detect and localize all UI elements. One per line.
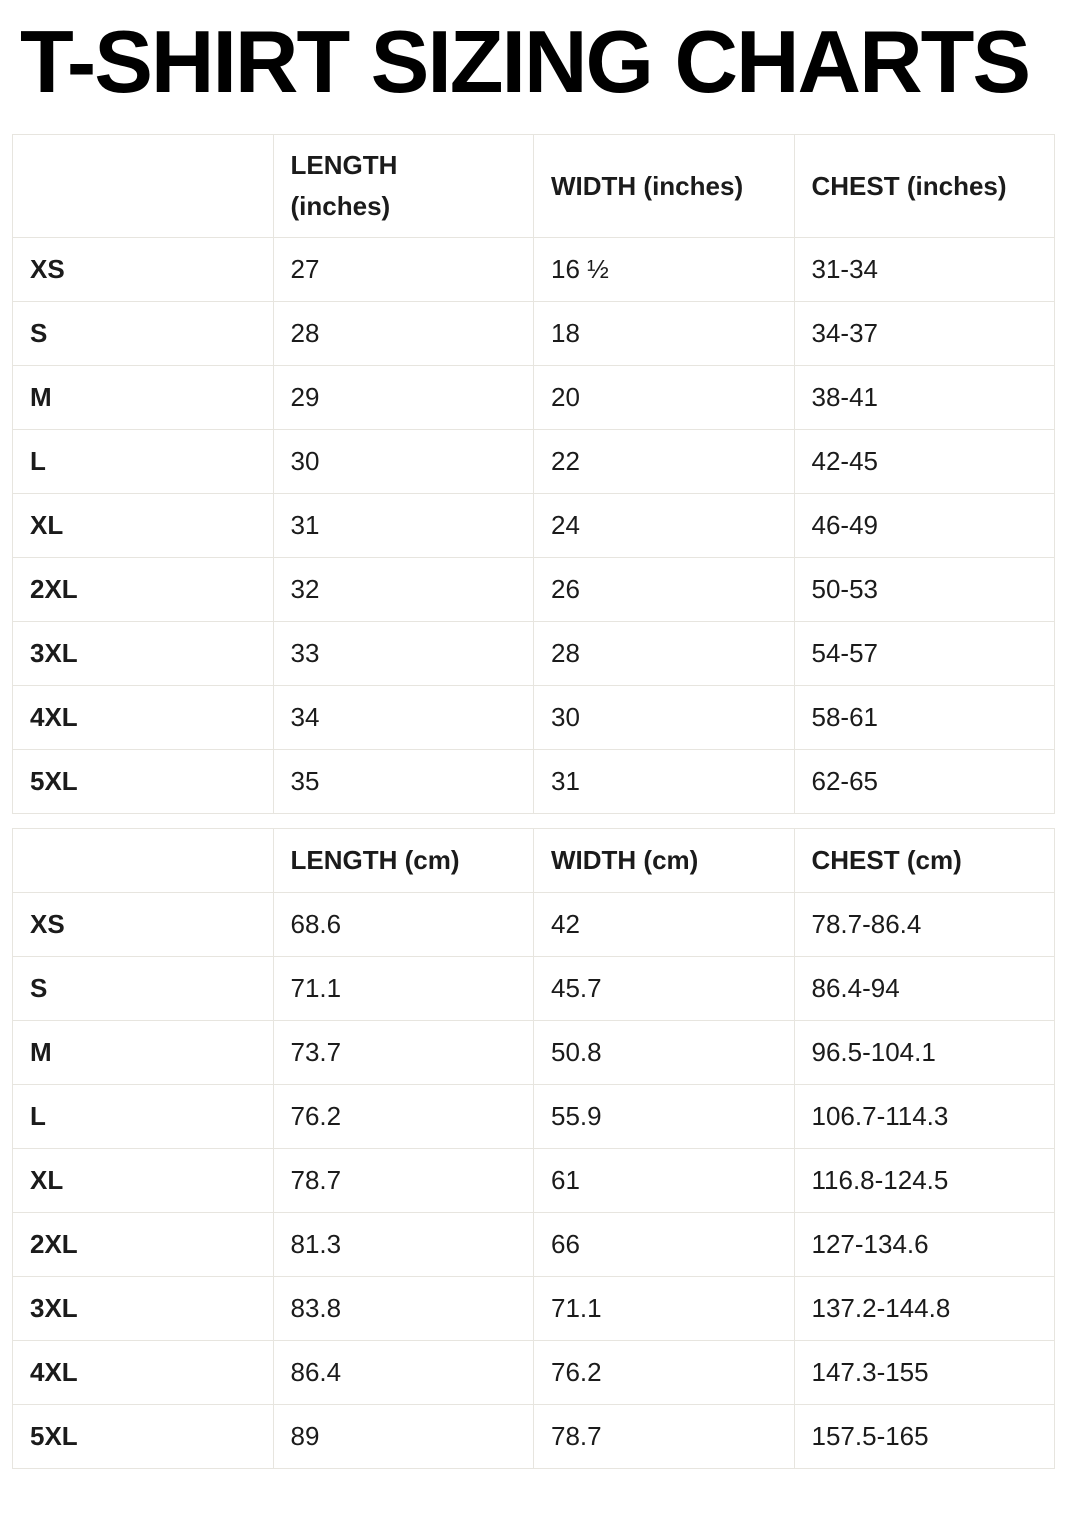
chest-value: 42-45 — [794, 430, 1055, 494]
table-row — [13, 1021, 1055, 1085]
table-row — [13, 1341, 1055, 1405]
length-value: 86.4 — [273, 1341, 534, 1405]
sizing-table-inches — [12, 134, 1055, 814]
page-title: T-SHIRT SIZING CHARTS — [20, 12, 1030, 111]
length-value: 89 — [273, 1405, 534, 1469]
table-row — [13, 1213, 1055, 1277]
length-value: 83.8 — [273, 1277, 534, 1341]
size-label: 3XL — [13, 622, 274, 686]
width-value: 30 — [534, 686, 795, 750]
length-value: 27 — [273, 238, 534, 302]
chest-value: 54-57 — [794, 622, 1055, 686]
table-row — [13, 430, 1055, 494]
width-value: 20 — [534, 366, 795, 430]
size-label: 5XL — [13, 1405, 274, 1469]
size-label: M — [13, 366, 274, 430]
size-label: 2XL — [13, 1213, 274, 1277]
sizing-table-cm — [12, 828, 1055, 1469]
width-value: 28 — [534, 622, 795, 686]
table-row — [13, 494, 1055, 558]
chest-value: 50-53 — [794, 558, 1055, 622]
width-value: 71.1 — [534, 1277, 795, 1341]
width-value: 50.8 — [534, 1021, 795, 1085]
header-row — [13, 829, 1055, 893]
chest-value: 34-37 — [794, 302, 1055, 366]
table-body-inches — [13, 238, 1055, 814]
table-row — [13, 238, 1055, 302]
column-header-length-inches — [273, 135, 534, 238]
width-value: 24 — [534, 494, 795, 558]
chest-value: 147.3-155 — [794, 1341, 1055, 1405]
column-header-length-cm: LENGTH (cm) — [273, 829, 534, 893]
table-row — [13, 957, 1055, 1021]
column-header-label: LENGTH (inches) — [290, 150, 398, 222]
table-row — [13, 1277, 1055, 1341]
table-row — [13, 622, 1055, 686]
chest-value: 62-65 — [794, 750, 1055, 814]
table-row — [13, 686, 1055, 750]
chest-value: 127-134.6 — [794, 1213, 1055, 1277]
header-row — [13, 135, 1055, 238]
width-value: 55.9 — [534, 1085, 795, 1149]
length-value: 32 — [273, 558, 534, 622]
size-label: 4XL — [13, 1341, 274, 1405]
width-value: 26 — [534, 558, 795, 622]
width-value: 22 — [534, 430, 795, 494]
length-value: 35 — [273, 750, 534, 814]
column-header-width-cm: WIDTH (cm) — [534, 829, 795, 893]
length-value: 81.3 — [273, 1213, 534, 1277]
chest-value: 116.8-124.5 — [794, 1149, 1055, 1213]
size-label: 2XL — [13, 558, 274, 622]
size-label: XL — [13, 494, 274, 558]
size-label: 5XL — [13, 750, 274, 814]
width-value: 18 — [534, 302, 795, 366]
length-value: 33 — [273, 622, 534, 686]
column-header-width-inches: WIDTH (inches) — [534, 135, 795, 238]
length-value: 30 — [273, 430, 534, 494]
table-row — [13, 750, 1055, 814]
width-value: 31 — [534, 750, 795, 814]
width-value: 66 — [534, 1213, 795, 1277]
size-label: XL — [13, 1149, 274, 1213]
size-label: S — [13, 957, 274, 1021]
size-label: L — [13, 430, 274, 494]
width-value: 76.2 — [534, 1341, 795, 1405]
chest-value: 31-34 — [794, 238, 1055, 302]
chest-value: 86.4-94 — [794, 957, 1055, 1021]
column-header-chest-cm: CHEST (cm) — [794, 829, 1055, 893]
width-value: 61 — [534, 1149, 795, 1213]
corner-cell — [13, 829, 274, 893]
size-label: XS — [13, 238, 274, 302]
length-value: 68.6 — [273, 893, 534, 957]
length-value: 28 — [273, 302, 534, 366]
corner-cell — [13, 135, 274, 238]
length-value: 31 — [273, 494, 534, 558]
chest-value: 157.5-165 — [794, 1405, 1055, 1469]
table-body-cm — [13, 893, 1055, 1469]
size-label: S — [13, 302, 274, 366]
length-value: 71.1 — [273, 957, 534, 1021]
column-header-chest-inches: CHEST (inches) — [794, 135, 1055, 238]
length-value: 29 — [273, 366, 534, 430]
table-row — [13, 558, 1055, 622]
width-value: 78.7 — [534, 1405, 795, 1469]
chest-value: 58-61 — [794, 686, 1055, 750]
table-row — [13, 366, 1055, 430]
length-value: 73.7 — [273, 1021, 534, 1085]
table-row — [13, 1405, 1055, 1469]
size-label: L — [13, 1085, 274, 1149]
table-row — [13, 1149, 1055, 1213]
width-value: 16 ½ — [534, 238, 795, 302]
chest-value: 96.5-104.1 — [794, 1021, 1055, 1085]
chest-value: 78.7-86.4 — [794, 893, 1055, 957]
chest-value: 137.2-144.8 — [794, 1277, 1055, 1341]
length-value: 34 — [273, 686, 534, 750]
table-row — [13, 893, 1055, 957]
width-value: 45.7 — [534, 957, 795, 1021]
size-label: XS — [13, 893, 274, 957]
chest-value: 46-49 — [794, 494, 1055, 558]
chest-value: 106.7-114.3 — [794, 1085, 1055, 1149]
table-row — [13, 302, 1055, 366]
size-label: 3XL — [13, 1277, 274, 1341]
table-row — [13, 1085, 1055, 1149]
chest-value: 38-41 — [794, 366, 1055, 430]
length-value: 78.7 — [273, 1149, 534, 1213]
length-value: 76.2 — [273, 1085, 534, 1149]
size-label: 4XL — [13, 686, 274, 750]
size-label: M — [13, 1021, 274, 1085]
width-value: 42 — [534, 893, 795, 957]
